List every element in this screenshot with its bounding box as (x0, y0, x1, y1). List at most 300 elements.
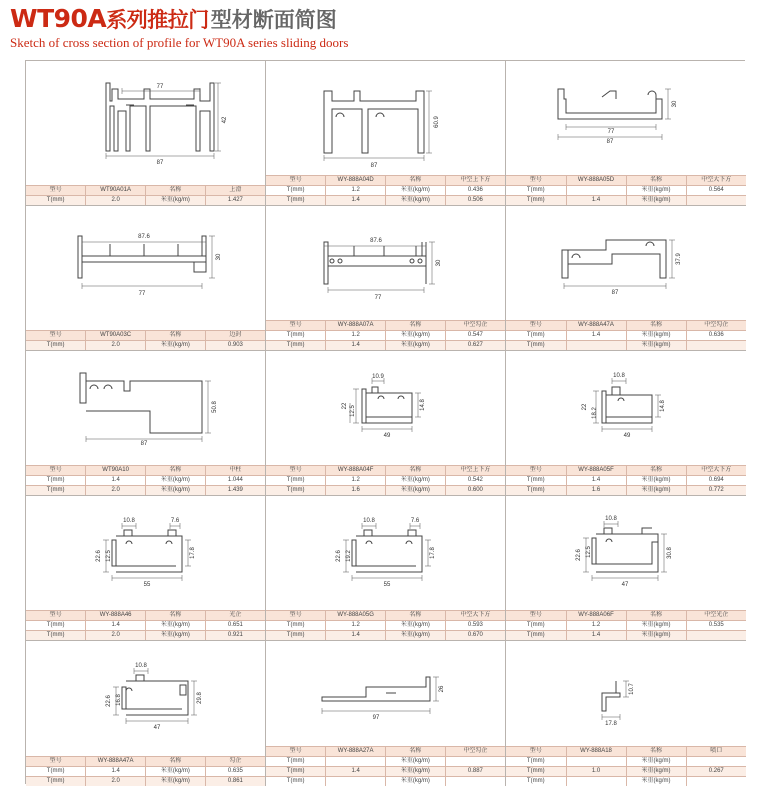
table-cell: 型号 (266, 747, 326, 757)
profile-cell-wy-888a05d (506, 61, 746, 206)
profile-cell-wy-888a04f (266, 351, 506, 496)
table-cell: T(mm) (506, 757, 566, 767)
table-row (266, 196, 505, 206)
table-row (266, 466, 505, 476)
table-row (506, 331, 746, 341)
table-row (266, 321, 505, 331)
dimension-label: 77 (374, 295, 382, 301)
dimension-label: 10.8 (123, 518, 135, 524)
table-cell: 2.0 (86, 777, 146, 787)
table-cell: T(mm) (266, 486, 326, 496)
table-row (506, 196, 746, 206)
table-cell: WY-888A07A (326, 321, 386, 331)
table-cell: 米重(kg/m) (626, 331, 686, 341)
table-cell: 上滑 (205, 186, 265, 196)
table-cell (686, 757, 746, 767)
table-cell: 1.4 (326, 631, 386, 641)
table-cell: 名称 (626, 747, 686, 757)
dimension-label: 22.6 (106, 695, 112, 707)
table-cell: T(mm) (266, 631, 326, 641)
dimension-label: 10.8 (613, 373, 625, 379)
dimension-label: 14.8 (420, 399, 426, 411)
table-cell: 中空大下方 (445, 611, 505, 621)
table-cell: 名称 (386, 176, 446, 186)
dimension-label: 30 (436, 259, 442, 267)
profile-drawing (266, 641, 505, 754)
profile-cell-wy-888a47a (506, 206, 746, 351)
table-cell: WY-888A04F (326, 466, 386, 476)
table-cell: WY-888A18 (566, 747, 626, 757)
table-row (506, 777, 746, 787)
dimension-label: 87.6 (370, 238, 382, 244)
table-cell: 型号 (26, 757, 86, 767)
table-cell (686, 341, 746, 351)
table-cell: 米重(kg/m) (386, 486, 446, 496)
table-cell: 名称 (386, 321, 446, 331)
dimension-label: 18.2 (592, 407, 598, 419)
table-cell: T(mm) (506, 196, 566, 206)
dimension-label: 55 (143, 582, 151, 588)
table-cell: 1.4 (566, 631, 626, 641)
table-cell: T(mm) (506, 341, 566, 351)
table-cell: 米重(kg/m) (146, 777, 206, 787)
table-cell: 型号 (506, 611, 566, 621)
table-cell: 1.4 (86, 621, 146, 631)
table-cell: 0.267 (686, 767, 746, 777)
table-cell (686, 196, 746, 206)
profile-drawing (506, 61, 745, 174)
profile-drawing (26, 206, 265, 319)
dimension-label: 47 (621, 582, 629, 588)
profile-cell-wy-888a05g (266, 496, 506, 641)
spec-table (26, 465, 265, 495)
table-cell: 米重(kg/m) (386, 621, 446, 631)
table-cell: 型号 (506, 321, 566, 331)
profile-cell-wy-888a46 (26, 496, 266, 641)
dimension-label: 77 (156, 84, 164, 90)
table-cell: 名称 (626, 321, 686, 331)
dimension-label: 17.8 (605, 721, 617, 727)
table-cell: WT90A10 (86, 466, 146, 476)
table-cell: T(mm) (26, 631, 86, 641)
profile-cell-wy-888a07a (266, 206, 506, 351)
profile-cell-wy-888a27a (266, 641, 506, 786)
table-cell: 1.439 (205, 486, 265, 496)
table-cell: 型号 (506, 176, 566, 186)
table-cell: WY-888A05D (566, 176, 626, 186)
table-row (26, 757, 265, 767)
table-cell: 米重(kg/m) (626, 486, 686, 496)
dimension-label: 22 (582, 403, 588, 411)
spec-table (26, 610, 265, 640)
table-row (506, 747, 746, 757)
table-cell: 1.427 (205, 196, 265, 206)
table-cell: 0.636 (686, 331, 746, 341)
profile-cell-wy-888a05f (506, 351, 746, 496)
dimension-label: 12.5 (586, 546, 592, 558)
dimension-label: 7.6 (170, 518, 180, 524)
table-cell (566, 186, 626, 196)
dimension-label: 12.5 (350, 405, 356, 417)
table-cell: 2.0 (86, 631, 146, 641)
spec-table (506, 465, 746, 495)
table-cell: 1.6 (326, 486, 386, 496)
table-cell: WY-888A46 (86, 611, 146, 621)
table-cell (326, 777, 386, 787)
table-cell: T(mm) (506, 631, 566, 641)
table-cell: 0.694 (686, 476, 746, 486)
table-cell: 1.4 (566, 476, 626, 486)
table-cell: 型号 (506, 747, 566, 757)
table-cell: WT90A03C (86, 331, 146, 341)
table-cell: 米重(kg/m) (626, 341, 686, 351)
dimension-label: 87 (611, 290, 619, 296)
dimension-label: 22 (342, 402, 348, 410)
table-row (266, 777, 505, 787)
table-row (506, 466, 746, 476)
spec-table (26, 185, 265, 205)
table-cell: 名称 (626, 611, 686, 621)
table-row (266, 621, 505, 631)
table-cell: 0.547 (445, 331, 505, 341)
table-cell: 中柱 (205, 466, 265, 476)
dimension-label: 50.8 (212, 401, 218, 413)
table-cell: T(mm) (266, 196, 326, 206)
table-cell: 0.535 (686, 621, 746, 631)
table-row (506, 621, 746, 631)
table-cell: 米重(kg/m) (626, 757, 686, 767)
table-row (26, 341, 265, 351)
table-cell: 0.670 (445, 631, 505, 641)
table-cell: 型号 (506, 466, 566, 476)
table-cell: 米重(kg/m) (146, 341, 206, 351)
title-code: WT90A (10, 4, 107, 33)
table-cell: 米重(kg/m) (626, 777, 686, 787)
profile-drawing (266, 496, 505, 609)
spec-table (506, 610, 746, 640)
profile-drawing (26, 61, 265, 174)
dimension-label: 17.8 (190, 547, 196, 559)
table-cell: 1.2 (326, 331, 386, 341)
table-cell (566, 757, 626, 767)
table-cell: 0.921 (205, 631, 265, 641)
table-cell: 1.4 (326, 767, 386, 777)
table-cell: 1.2 (326, 476, 386, 486)
table-row (26, 631, 265, 641)
table-cell: 米重(kg/m) (146, 196, 206, 206)
table-row (506, 341, 746, 351)
table-cell: WY-888A47A (566, 321, 626, 331)
dimension-label: 87 (606, 139, 614, 145)
profile-drawing (506, 496, 745, 609)
table-cell: 0.772 (686, 486, 746, 496)
table-row (506, 611, 746, 621)
table-row (506, 767, 746, 777)
table-cell: T(mm) (506, 331, 566, 341)
table-cell: T(mm) (506, 767, 566, 777)
table-cell (445, 757, 505, 767)
dimension-label: 30.8 (667, 547, 673, 559)
table-row (266, 757, 505, 767)
profile-drawing (506, 206, 745, 319)
table-cell: 米重(kg/m) (626, 476, 686, 486)
page-title (10, 4, 348, 34)
table-cell: 中空大下方 (686, 176, 746, 186)
dimension-label: 55 (383, 582, 391, 588)
page-subtitle: Sketch of cross section of profile for WT90A series sliding doors (10, 35, 349, 50)
table-cell: WT90A01A (86, 186, 146, 196)
dimension-label: 60.9 (434, 116, 440, 128)
table-cell: T(mm) (266, 476, 326, 486)
profile-cell-wy-888a04d (266, 61, 506, 206)
table-cell: 0.564 (686, 186, 746, 196)
profile-cell-wt90a03c (26, 206, 266, 351)
table-cell: 型号 (266, 176, 326, 186)
dimension-label: 10.8 (605, 516, 617, 522)
spec-table (266, 175, 505, 205)
dimension-label: 42 (222, 116, 228, 124)
table-cell: 中空大下方 (686, 466, 746, 476)
profile-cell-wy-888a18 (506, 641, 746, 786)
table-cell: T(mm) (266, 331, 326, 341)
spec-table (266, 746, 505, 786)
table-cell: T(mm) (266, 767, 326, 777)
table-cell: 名称 (146, 757, 206, 767)
table-cell: 喷口 (686, 747, 746, 757)
dimension-label: 49 (383, 433, 391, 439)
table-row (266, 186, 505, 196)
table-cell: T(mm) (266, 341, 326, 351)
table-cell (445, 777, 505, 787)
table-row (506, 631, 746, 641)
profile-cell-wt90a10 (26, 351, 266, 496)
dimension-label: 22.6 (576, 549, 582, 561)
dimension-label: 26 (439, 685, 445, 693)
table-cell: 米重(kg/m) (386, 631, 446, 641)
spec-table (506, 320, 746, 350)
table-cell: 勾企 (205, 757, 265, 767)
table-cell: 名称 (386, 466, 446, 476)
table-cell: 型号 (266, 321, 326, 331)
table-cell: 米重(kg/m) (626, 196, 686, 206)
table-row (26, 186, 265, 196)
profile-cell-wy-888a06f (506, 496, 746, 641)
table-cell: 1.4 (566, 196, 626, 206)
dimension-label: 47 (153, 725, 161, 731)
table-cell (686, 777, 746, 787)
table-cell: 光企 (205, 611, 265, 621)
table-cell: 1.4 (86, 476, 146, 486)
table-cell: WY-888A04D (326, 176, 386, 186)
table-cell: WY-888A47A (86, 757, 146, 767)
table-row (26, 466, 265, 476)
dimension-label: 7.6 (410, 518, 420, 524)
table-cell: 0.861 (205, 777, 265, 787)
table-cell: T(mm) (506, 621, 566, 631)
table-cell: 米重(kg/m) (386, 331, 446, 341)
profile-drawing (266, 351, 505, 464)
table-cell: 0.593 (445, 621, 505, 631)
table-cell: T(mm) (26, 341, 86, 351)
table-cell: 0.651 (205, 621, 265, 631)
table-row (266, 476, 505, 486)
table-row (266, 767, 505, 777)
table-cell: 名称 (146, 186, 206, 196)
dimension-label: 22.6 (96, 550, 102, 562)
table-cell: 2.0 (86, 486, 146, 496)
table-cell: 0.627 (445, 341, 505, 351)
table-cell: WY-888A06F (566, 611, 626, 621)
table-cell: 0.436 (445, 186, 505, 196)
table-cell: 名称 (626, 176, 686, 186)
table-cell: 型号 (26, 466, 86, 476)
dimension-label: 77 (607, 129, 615, 135)
table-row (506, 321, 746, 331)
table-row (26, 767, 265, 777)
table-cell: 米重(kg/m) (386, 341, 446, 351)
table-row (26, 331, 265, 341)
page-header (10, 4, 348, 51)
table-cell: T(mm) (26, 621, 86, 631)
table-cell: T(mm) (506, 486, 566, 496)
dimension-label: 77 (138, 291, 146, 297)
table-cell: WY-888A27A (326, 747, 386, 757)
table-cell: 米重(kg/m) (386, 186, 446, 196)
dimension-label: 10.9 (372, 374, 384, 380)
dimension-label: 19.2 (346, 550, 352, 562)
table-cell: 1.4 (566, 331, 626, 341)
dimension-label: 37.9 (676, 253, 682, 265)
table-row (266, 341, 505, 351)
table-cell: T(mm) (26, 777, 86, 787)
table-row (266, 331, 505, 341)
table-cell: T(mm) (506, 186, 566, 196)
spec-table (26, 330, 265, 350)
profile-drawing (506, 351, 745, 464)
profile-drawing (506, 641, 745, 754)
table-cell: 1.6 (566, 486, 626, 496)
table-cell (686, 631, 746, 641)
table-row (506, 186, 746, 196)
table-cell: T(mm) (266, 621, 326, 631)
table-cell: 名称 (626, 466, 686, 476)
table-row (266, 631, 505, 641)
table-row (26, 476, 265, 486)
dimension-label: 87.6 (138, 234, 150, 240)
profile-drawing (266, 206, 505, 319)
spec-table (506, 746, 746, 786)
table-cell: 中空光企 (686, 611, 746, 621)
table-row (266, 747, 505, 757)
profile-drawing (26, 351, 265, 464)
table-cell: 0.506 (445, 196, 505, 206)
table-cell: 型号 (266, 611, 326, 621)
table-cell: 米重(kg/m) (146, 621, 206, 631)
profile-cell-wt90a01a (26, 61, 266, 206)
table-cell: 名称 (146, 466, 206, 476)
dimension-label: 87 (156, 160, 164, 166)
spec-table (26, 756, 265, 786)
table-cell: 边封 (205, 331, 265, 341)
table-cell: T(mm) (266, 757, 326, 767)
table-cell: 名称 (386, 611, 446, 621)
table-cell: 米重(kg/m) (146, 476, 206, 486)
title-rest: 型材断面简图 (210, 8, 337, 32)
table-row (506, 476, 746, 486)
table-cell: 0.887 (445, 767, 505, 777)
table-cell: 型号 (26, 331, 86, 341)
table-cell: 米重(kg/m) (146, 631, 206, 641)
dimension-label: 22.6 (336, 550, 342, 562)
dimension-label: 30 (216, 253, 222, 261)
table-cell: 型号 (26, 611, 86, 621)
table-cell: 中空上下方 (445, 176, 505, 186)
profile-drawing (26, 496, 265, 609)
table-cell: 1.0 (566, 767, 626, 777)
dimension-label: 29.8 (197, 692, 203, 704)
dimension-label: 30 (672, 100, 678, 108)
spec-table (506, 175, 746, 205)
dimension-label: 49 (623, 433, 631, 439)
table-cell: 1.4 (326, 196, 386, 206)
spec-table (266, 610, 505, 640)
table-row (26, 196, 265, 206)
table-row (26, 621, 265, 631)
dimension-label: 10.7 (629, 683, 635, 695)
table-cell: 米重(kg/m) (386, 777, 446, 787)
table-cell: 米重(kg/m) (146, 767, 206, 777)
table-cell: 1.044 (205, 476, 265, 486)
table-cell: 1.4 (326, 341, 386, 351)
dimension-label: 12.5 (106, 550, 112, 562)
table-row (266, 486, 505, 496)
table-cell: 1.4 (86, 767, 146, 777)
table-cell: 米重(kg/m) (626, 186, 686, 196)
dimension-label: 87 (370, 163, 378, 169)
dimension-label: 17.8 (430, 547, 436, 559)
table-cell: 中空勾企 (686, 321, 746, 331)
title-series: 系列推拉门 (106, 8, 209, 32)
table-row (26, 486, 265, 496)
table-cell: 1.2 (326, 621, 386, 631)
table-cell (326, 757, 386, 767)
table-row (506, 486, 746, 496)
table-cell: WY-888A05F (566, 466, 626, 476)
table-cell (566, 341, 626, 351)
table-cell: 1.2 (566, 621, 626, 631)
table-cell: 型号 (266, 466, 326, 476)
table-cell: 2.0 (86, 196, 146, 206)
table-cell: 米重(kg/m) (626, 631, 686, 641)
table-cell: T(mm) (26, 767, 86, 777)
dimension-label: 14.8 (660, 400, 666, 412)
table-row (26, 611, 265, 621)
table-cell: 米重(kg/m) (386, 476, 446, 486)
table-cell: 米重(kg/m) (146, 486, 206, 496)
table-cell: T(mm) (26, 476, 86, 486)
table-row (506, 757, 746, 767)
table-cell: T(mm) (26, 196, 86, 206)
table-row (266, 611, 505, 621)
table-cell: 0.635 (205, 767, 265, 777)
table-cell: 0.542 (445, 476, 505, 486)
spec-table (266, 465, 505, 495)
dimension-label: 87 (140, 441, 148, 447)
table-cell: T(mm) (506, 777, 566, 787)
table-cell: T(mm) (26, 486, 86, 496)
table-cell: 1.2 (326, 186, 386, 196)
profile-drawing (266, 61, 505, 174)
